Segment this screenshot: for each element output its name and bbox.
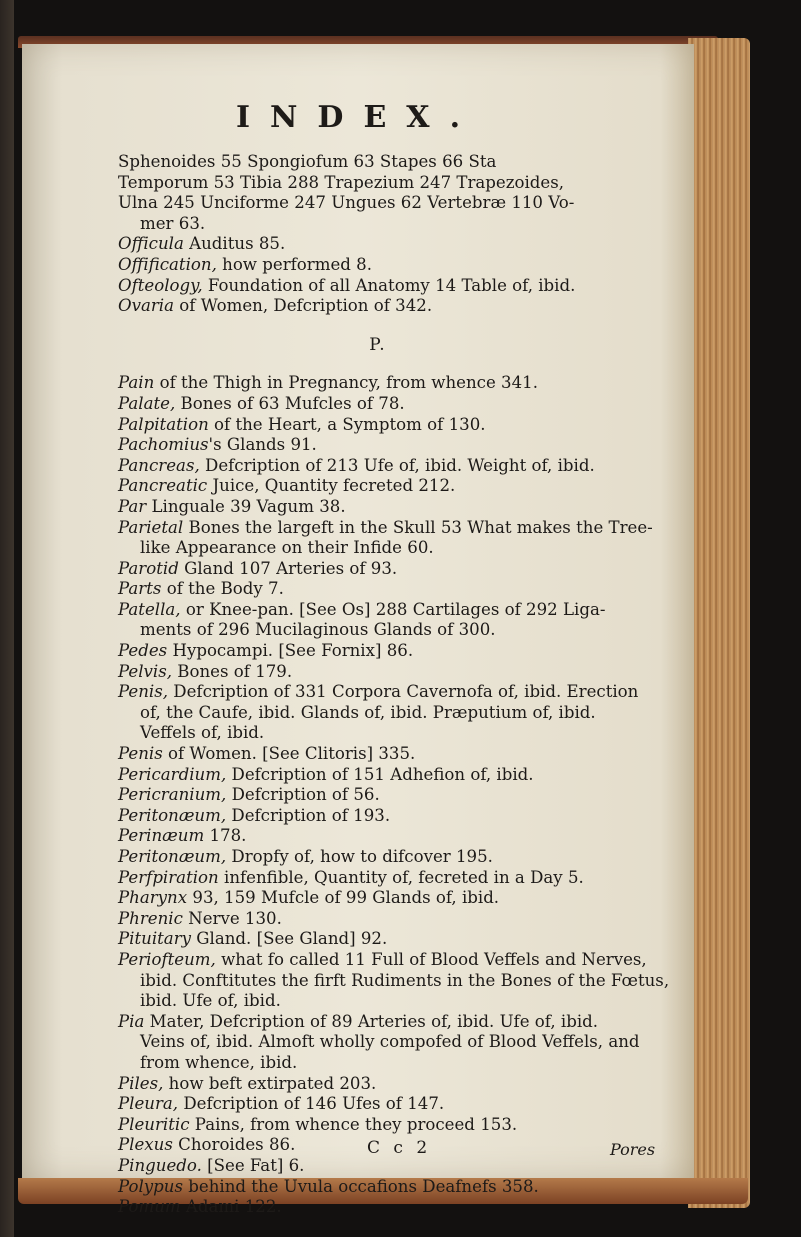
index-entry bbox=[118, 929, 698, 950]
entry-keyword: Perfpiration bbox=[118, 867, 219, 887]
entry-text: Foundation of all Anatomy 14 Table of, ibid. bbox=[202, 275, 576, 295]
entry-keyword: Pomum bbox=[118, 1197, 181, 1217]
entry-keyword: Pelvis, bbox=[118, 661, 173, 681]
entry-text: how beft extirpated 203. bbox=[163, 1073, 377, 1093]
entry-keyword: Polypus bbox=[118, 1176, 183, 1196]
entry-keyword: Pinguedo. bbox=[118, 1155, 202, 1175]
entry-text: Defcription of 331 Corpora Cavernofa of, ibid. Erection bbox=[168, 682, 639, 702]
entry-keyword: Palpitation bbox=[118, 414, 209, 434]
entry-text: of Women. [See Clitoris] 335. bbox=[162, 744, 416, 764]
index-line: of, the Caufe, ibid. Glands of, ibid. Præputium of, ibid. bbox=[140, 702, 596, 722]
entry-text: Adami 122. bbox=[180, 1197, 282, 1217]
catchword: Pores bbox=[610, 1140, 656, 1159]
index-entry bbox=[118, 276, 698, 297]
index-entry bbox=[118, 559, 698, 580]
entry-keyword: Phrenic bbox=[118, 908, 183, 928]
index-entry bbox=[118, 1012, 698, 1033]
entry-keyword: Parietal bbox=[118, 517, 184, 537]
entry-keyword: Pleura, bbox=[118, 1094, 179, 1114]
index-line: ibid. Conftitutes the firft Rudiments in the Bones of the Fœtus, bbox=[140, 970, 670, 990]
entry-text: Choroides 86. bbox=[172, 1135, 296, 1155]
entry-text: how performed 8. bbox=[216, 254, 373, 274]
section-letter: P. bbox=[369, 334, 387, 355]
index-entry bbox=[118, 255, 698, 276]
entry-keyword: Periofteum, bbox=[118, 949, 216, 969]
entry-keyword: Pharynx bbox=[118, 888, 188, 908]
entry-keyword: Pleuritic bbox=[118, 1114, 190, 1134]
entry-keyword: Pericranium, bbox=[118, 785, 227, 805]
entry-keyword: Pancreas, bbox=[118, 455, 200, 475]
entry-text: [See Fat] 6. bbox=[201, 1155, 305, 1175]
index-entry bbox=[118, 1094, 698, 1115]
entry-text: behind the Uvula occafions Deafnefs 358. bbox=[183, 1176, 539, 1196]
entry-keyword: Piles, bbox=[118, 1073, 164, 1093]
entry-keyword: Palate, bbox=[118, 393, 176, 413]
entry-keyword: Pachomius bbox=[118, 435, 209, 455]
entry-text: 178. bbox=[204, 826, 247, 846]
entry-text: Gland. [See Gland] 92. bbox=[191, 929, 388, 949]
entry-keyword: Offification, bbox=[118, 254, 217, 274]
index-entry bbox=[118, 296, 698, 317]
entry-keyword: Pituitary bbox=[118, 929, 192, 949]
index-entry bbox=[118, 765, 698, 786]
index-line: Veffels of, ibid. bbox=[140, 723, 265, 743]
index-line: Temporum 53 Tibia 288 Trapezium 247 Trapezoides, bbox=[118, 172, 565, 192]
entry-text: what fo called 11 Full of Blood Veffels and Nerves, bbox=[215, 949, 647, 969]
entry-text: Defcription of 213 Ufe of, ibid. Weight of, ibid. bbox=[199, 455, 595, 475]
index-entry bbox=[118, 234, 698, 255]
entry-text: Bones the largeft in the Skull 53 What makes the Tree- bbox=[183, 517, 653, 537]
index-line: mer 63. bbox=[140, 213, 206, 233]
index-entry bbox=[118, 909, 698, 930]
index-entry bbox=[118, 518, 698, 539]
index-entry bbox=[118, 826, 698, 847]
book-page bbox=[22, 44, 694, 1217]
entry-keyword: Plexus bbox=[118, 1135, 173, 1155]
entry-keyword: Pedes bbox=[118, 641, 168, 661]
entry-text: of the Thigh in Pregnancy, from whence 341. bbox=[154, 373, 538, 393]
index-entry bbox=[118, 579, 698, 600]
entry-text: Bones of 179. bbox=[172, 661, 293, 681]
entry-keyword: Pain bbox=[118, 373, 155, 393]
entry-text: Dropfy of, how to difcover 195. bbox=[226, 847, 493, 866]
entry-text: 93, 159 Mufcle of 99 Glands of, ibid. bbox=[187, 888, 500, 908]
entry-text: Defcription of 151 Adhefion of, ibid. bbox=[226, 764, 534, 784]
index-line: like Appearance on their Infide 60. bbox=[140, 538, 434, 558]
entry-text: Defcription of 56. bbox=[226, 785, 380, 805]
index-entry bbox=[118, 476, 698, 497]
entry-keyword: Peritonæum, bbox=[118, 847, 227, 866]
index-entry bbox=[118, 1115, 698, 1136]
index-line: Veins of, ibid. Almoft wholly compofed of Blood Veffels, and bbox=[140, 1032, 640, 1052]
entry-text: Linguale 39 Vagum 38. bbox=[146, 496, 346, 516]
index-entry bbox=[118, 415, 698, 436]
entry-keyword: Pericardium, bbox=[118, 764, 227, 784]
entry-text: infenfible, Quantity of, fecreted in a Day 5. bbox=[218, 867, 584, 887]
signature-mark: C c 2 bbox=[367, 1138, 432, 1158]
entry-text: of the Heart, a Symptom of 130. bbox=[208, 414, 486, 434]
book-cover-edge bbox=[0, 0, 14, 1237]
entry-text: Juice, Quantity fecreted 212. bbox=[207, 476, 456, 496]
index-entry bbox=[118, 785, 698, 806]
entry-text: Bones of 63 Mufcles of 78. bbox=[175, 393, 405, 413]
entry-text: of the Body 7. bbox=[161, 579, 284, 599]
entry-keyword: Parotid bbox=[118, 558, 179, 578]
index-line: ments of 296 Mucilaginous Glands of 300. bbox=[140, 620, 496, 640]
index-entry bbox=[118, 456, 698, 477]
index-entry bbox=[118, 641, 698, 662]
entry-text: Hypocampi. [See Fornix] 86. bbox=[167, 641, 414, 661]
entry-keyword: Parts bbox=[118, 579, 162, 599]
entry-keyword: Ofteology, bbox=[118, 275, 203, 295]
index-line: Sphenoides 55 Spongiofum 63 Stapes 66 Sta bbox=[118, 152, 497, 171]
index-entry bbox=[118, 1177, 698, 1198]
entry-keyword: Par bbox=[118, 496, 147, 516]
index-entry bbox=[118, 662, 698, 683]
entry-text: of Women, Defcription of 342. bbox=[174, 296, 433, 316]
index-entry bbox=[118, 600, 698, 621]
index-entries bbox=[118, 152, 698, 1218]
index-entry bbox=[118, 373, 698, 394]
entry-keyword: Pancreatic bbox=[118, 476, 208, 496]
index-line: ibid. Ufe of, ibid. bbox=[140, 991, 281, 1011]
entry-keyword: Penis bbox=[118, 744, 163, 764]
index-entry bbox=[118, 394, 698, 415]
entry-text: Defcription of 193. bbox=[226, 805, 391, 825]
page-title: INDEX. bbox=[235, 100, 481, 135]
entry-text: Nerve 130. bbox=[182, 908, 282, 928]
entry-keyword: Perinæum bbox=[118, 826, 205, 846]
entry-text: or Knee-pan. [See Os] 288 Cartilages of 292 Liga- bbox=[180, 599, 606, 619]
index-entry bbox=[118, 1074, 698, 1095]
index-entry bbox=[118, 744, 698, 765]
entry-keyword: Pia bbox=[118, 1011, 145, 1031]
index-entry bbox=[118, 888, 698, 909]
entry-text: Defcription of 146 Ufes of 147. bbox=[178, 1094, 445, 1114]
entry-keyword: Officula bbox=[118, 234, 184, 254]
entry-text: Gland 107 Arteries of 93. bbox=[178, 558, 398, 578]
entry-text: Auditus 85. bbox=[183, 234, 286, 254]
entry-text: Mater, Defcription of 89 Arteries of, ibid. Ufe of, ibid. bbox=[144, 1011, 599, 1031]
index-entry bbox=[118, 435, 698, 456]
index-line: Ulna 245 Unciforme 247 Ungues 62 Vertebræ 110 Vo- bbox=[118, 193, 575, 213]
index-line: from whence, ibid. bbox=[140, 1052, 298, 1072]
entry-text: 's Glands 91. bbox=[208, 435, 317, 455]
index-entry bbox=[118, 868, 698, 889]
entry-keyword: Peritonæum, bbox=[118, 805, 227, 825]
index-entry bbox=[118, 950, 698, 971]
index-entry bbox=[118, 497, 698, 518]
entry-keyword: Penis, bbox=[118, 682, 169, 702]
index-entry bbox=[118, 682, 698, 703]
index-entry bbox=[118, 806, 698, 827]
entry-keyword: Patella, bbox=[118, 599, 181, 619]
index-entry bbox=[118, 847, 698, 868]
entry-keyword: Ovaria bbox=[118, 296, 175, 316]
entry-text: Pains, from whence they proceed 153. bbox=[189, 1114, 518, 1134]
index-entry bbox=[118, 1197, 698, 1218]
